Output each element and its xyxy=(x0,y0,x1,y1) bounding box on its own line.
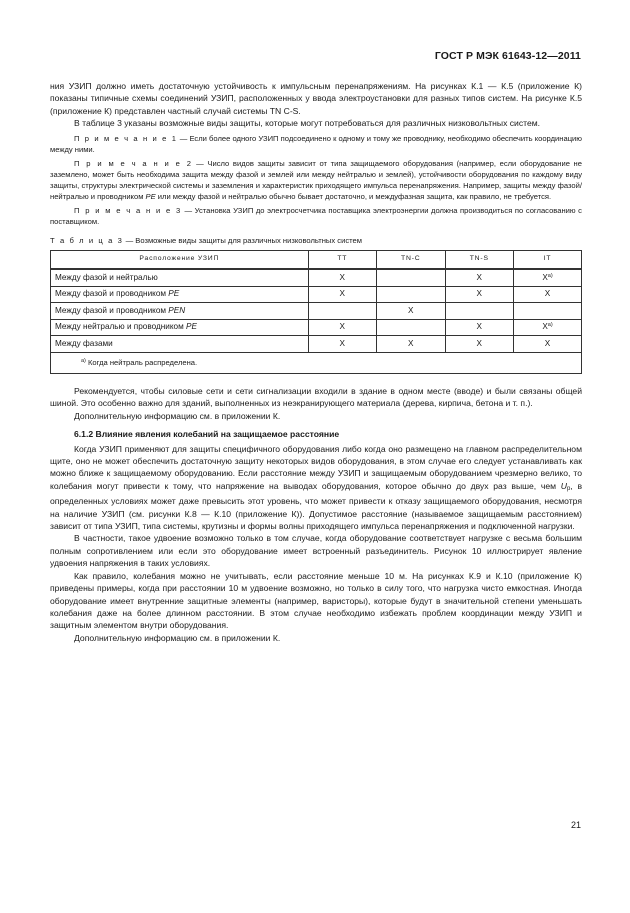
cell-it: X xyxy=(514,336,582,353)
cell-tnc xyxy=(377,319,445,336)
document-header: ГОСТ Р МЭК 61643-12—2011 xyxy=(434,50,581,62)
table-caption xyxy=(50,235,582,247)
cell-tt: X xyxy=(308,336,376,353)
cell-tns: X xyxy=(445,319,513,336)
table-row xyxy=(51,286,582,303)
note-3-label: П р и м е ч а н и е 3 xyxy=(74,205,182,215)
cell-tnc xyxy=(377,286,445,303)
table-row xyxy=(51,303,582,320)
voltage-subscript: p xyxy=(567,485,571,492)
note-2 xyxy=(50,158,582,202)
note-2-text-end: или между фазой и нейтралью обычно бывает достаточно, и междуфазная защита, как правило, не требуется. xyxy=(155,191,552,201)
paragraph-continuation: ния УЗИП должно иметь достаточную устойчивость к импульсным перенапряжениям. На рисунках К.1 — К.5 (приложение К) показаны типичные схемы соединений УЗИП, расположенных у ввода электроустановки для разных типов систем. На рисунке К.5 (приложение К) представлен частный случай системы TN C-S. xyxy=(50,81,582,116)
page-content xyxy=(50,80,582,644)
cell-tns: X xyxy=(445,286,513,303)
col-header-location: Расположение УЗИП xyxy=(51,251,309,270)
note-2-label: П р и м е ч а н и е 2 xyxy=(74,158,193,168)
paragraph-networks: Рекомендуется, чтобы силовые сети и сети сигнализации входили в здание в одном месте (вводе) и были связаны общей шиной. Это особенно важно для зданий, выполненных из неэкранирующего материала (дерева, кирпича, бетона и т. п.). xyxy=(50,386,582,409)
cell-tt: X xyxy=(308,286,376,303)
note-1-label: П р и м е ч а н и е 1 xyxy=(74,133,178,143)
note-2-pe: PE xyxy=(145,191,156,201)
protection-modes-table xyxy=(50,250,582,374)
page-number: 21 xyxy=(570,820,581,830)
cell-it: $X^{а)}$ xyxy=(514,269,582,286)
table-footnote xyxy=(51,353,582,374)
note-3-text: — Установка УЗИП до электросчетчика поставщика электроэнергии должна производиться по согласованию с поставщиком. xyxy=(50,205,582,226)
cell-location: Между нейтралью и проводником PE xyxy=(51,319,309,336)
paragraph-see-annex-2: Дополнительную информацию см. в приложении К. xyxy=(74,632,281,643)
footnote-ref: а) xyxy=(547,272,553,279)
section-heading: 6.1.2 Влияние явления колебаний на защищаемое расстояние xyxy=(74,429,340,440)
cell-tns: X xyxy=(445,336,513,353)
cell-location: Между фазой и проводником PE xyxy=(51,286,309,303)
footnote-text: Когда нейтраль распределена. xyxy=(85,357,198,367)
paragraph-doubling: В частности, такое удвоение возможно только в том случае, когда оборудование соответствует нагрузке с весьма большим полным сопротивлением или если это оборудование имеет встроенный разъединитель. Рисунок 10 иллюстрирует явление удвоения напряжения в таких условиях. xyxy=(50,533,582,569)
col-header-tns: TN-S xyxy=(445,251,513,270)
footnote-mark: а) xyxy=(81,357,86,364)
cell-it xyxy=(514,303,582,320)
note-1 xyxy=(50,133,582,155)
cell-location: Между фазой и проводником PEN xyxy=(51,303,309,320)
col-header-it: IT xyxy=(514,251,582,270)
note-2-text: — Число видов защиты зависит от типа защищаемого оборудования (например, если оборудование не заземлено, может быть необходима защита между фазой и землей или между нейтралью и землей), устойчивости оборудования по каждому виду защиты, структуры электрической системы и заземления и характеристик приходящего импульса перенапряжения. Например, защиты между фазой/нейтралью и проводником xyxy=(50,158,582,201)
cell-location: Между фазой и нейтралью xyxy=(51,269,309,286)
table-footnote-row xyxy=(51,353,582,374)
col-header-tnc: TN-C xyxy=(377,251,445,270)
note-3 xyxy=(50,205,582,227)
table-caption-label: Т а б л и ц а 3 xyxy=(50,235,124,245)
cell-tnc: X xyxy=(377,303,445,320)
cell-tt: X xyxy=(308,269,376,286)
cell-tns: X xyxy=(445,269,513,286)
cell-tnc xyxy=(377,269,445,286)
cell-tt xyxy=(308,303,376,320)
cell-tnc: X xyxy=(377,336,445,353)
table-row xyxy=(51,319,582,336)
table-header-row xyxy=(51,251,582,270)
note-1-text: — Если более одного УЗИП подсоединено к одному и тому же проводнику, необходимо обеспечить координацию между ними. xyxy=(50,133,582,154)
cell-tns xyxy=(445,303,513,320)
cell-it: X xyxy=(514,286,582,303)
table-row xyxy=(51,336,582,353)
paragraph-distance: Как правило, колебания можно не учитывать, если расстояние меньше 10 м. На рисунках К.9 и К.10 (приложение К) приведены примеры, когда при расстоянии 10 м удвоение возможно, но только в силу того, что нагрузка чисто емкостная. Иногда оборудование имеет внутренние защитные элементы (например, варисторы), которые будут в значительной степени уменьшать колебания даже на более длинном расстоянии. В этом случае необходимо избежать проблем координации между УЗИП и защитным элементом внутри оборудования. xyxy=(50,570,582,631)
col-header-tt: TT xyxy=(308,251,376,270)
voltage-symbol: U xyxy=(560,480,567,491)
table-caption-text: — Возможные виды защиты для различных низковольтных систем xyxy=(123,235,362,245)
cell-it: $X^{а)}$ xyxy=(514,319,582,336)
paragraph-oscillation: Когда УЗИП применяют для защиты специфичного оборудования либо когда оно размещено на главном распределительном щите, оно не может обеспечить достаточную защиту некоторых видов оборудования, в этом случае его следует устанавливать как можно ближе к защищаемому оборудованию. Если расстояние между УЗИП и защищаемым оборудованием чрезмерно велико, то колебания могут привести к тому, что напряжение на выводах оборудования, которое обычно до двух раз выше, чем Up, в определенных условиях может даже превысить этот уровень, что может привести к отказу защищаемого оборудования, несмотря на наличие УЗИП (см. рисунки К.8 — К.10 (приложение К)). Допустимое расстояние (называемое защищаемым расстоянием) зависит от типа УЗИП, типа системы, крутизны и формы волны приходящего импульса перенапряжения и подключенной нагрузки. xyxy=(50,443,583,532)
table-row xyxy=(51,269,582,286)
paragraph-see-annex-1: Дополнительную информацию см. в приложении К. xyxy=(74,410,281,421)
paragraph-table-intro: В таблице 3 указаны возможные виды защиты, которые могут потребоваться для различных низковольтных систем. xyxy=(74,118,541,129)
cell-location: Между фазами xyxy=(51,336,309,353)
cell-tt: X xyxy=(308,319,376,336)
